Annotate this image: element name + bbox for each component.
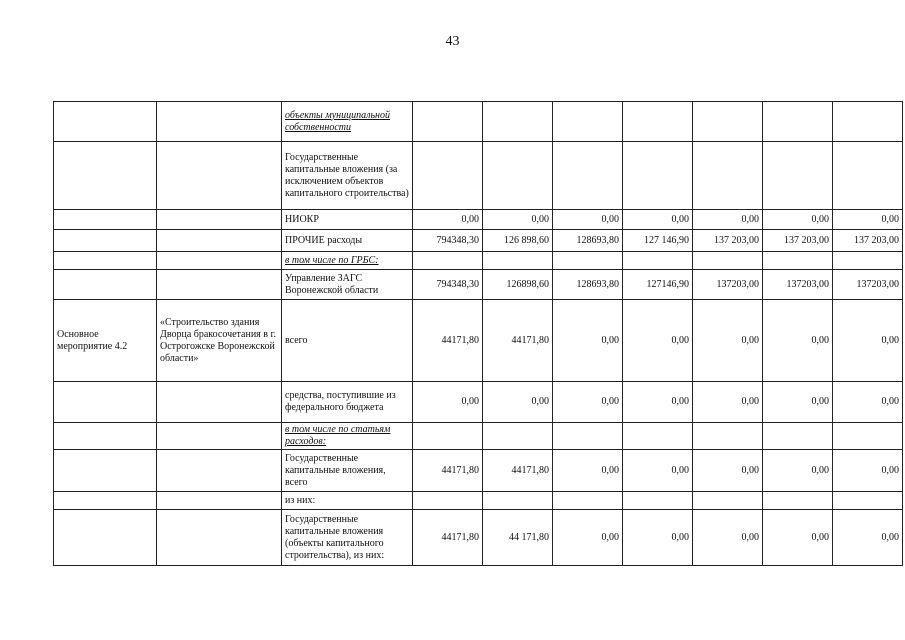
- value-cell: 0,00: [763, 510, 833, 566]
- description-cell: [157, 423, 282, 450]
- value-cell: 0,00: [693, 510, 763, 566]
- description-cell: [157, 142, 282, 210]
- value-cell: [693, 142, 763, 210]
- value-cell: 0,00: [623, 510, 693, 566]
- value-cell: 0,00: [553, 210, 623, 230]
- funding-source-cell: в том числе по ГРБС:: [282, 252, 413, 270]
- value-cell: [833, 252, 903, 270]
- value-cell: 126898,60: [483, 270, 553, 300]
- value-cell: [693, 102, 763, 142]
- value-cell: 137203,00: [833, 270, 903, 300]
- value-cell: 0,00: [693, 450, 763, 492]
- value-cell: 794348,30: [413, 230, 483, 252]
- value-cell: 0,00: [623, 210, 693, 230]
- funding-source-cell: Государственные капитальные вложения (объекты капитального строительства), из них:: [282, 510, 413, 566]
- value-cell: 44171,80: [413, 450, 483, 492]
- event-cell: [54, 142, 157, 210]
- value-cell: 44171,80: [483, 300, 553, 382]
- value-cell: [623, 252, 693, 270]
- funding-source-cell: объекты муниципальной собственности: [282, 102, 413, 142]
- budget-table: [53, 101, 903, 566]
- event-cell: [54, 423, 157, 450]
- value-cell: 0,00: [693, 210, 763, 230]
- description-cell: [157, 510, 282, 566]
- table-row: [54, 102, 903, 142]
- value-cell: 0,00: [833, 382, 903, 423]
- value-cell: [833, 142, 903, 210]
- value-cell: 0,00: [833, 510, 903, 566]
- value-cell: 0,00: [693, 300, 763, 382]
- value-cell: 0,00: [833, 210, 903, 230]
- value-cell: [763, 102, 833, 142]
- event-cell: [54, 270, 157, 300]
- value-cell: 44171,80: [413, 510, 483, 566]
- value-cell: 0,00: [763, 382, 833, 423]
- value-cell: [553, 142, 623, 210]
- value-cell: 128693,80: [553, 270, 623, 300]
- event-cell: [54, 510, 157, 566]
- table-row: [54, 230, 903, 252]
- value-cell: [553, 423, 623, 450]
- description-cell: [157, 450, 282, 492]
- value-cell: 44 171,80: [483, 510, 553, 566]
- value-cell: 137203,00: [763, 270, 833, 300]
- value-cell: 0,00: [553, 382, 623, 423]
- value-cell: [483, 102, 553, 142]
- value-cell: [763, 252, 833, 270]
- table-row: [54, 382, 903, 423]
- value-cell: [623, 423, 693, 450]
- value-cell: 0,00: [763, 450, 833, 492]
- funding-source-cell: ПРОЧИЕ расходы: [282, 230, 413, 252]
- table-row: [54, 510, 903, 566]
- table-row: [54, 450, 903, 492]
- value-cell: 137 203,00: [763, 230, 833, 252]
- value-cell: 0,00: [623, 382, 693, 423]
- description-cell: [157, 382, 282, 423]
- table-row: [54, 142, 903, 210]
- value-cell: [833, 102, 903, 142]
- value-cell: 128693,80: [553, 230, 623, 252]
- value-cell: [693, 423, 763, 450]
- description-cell: [157, 492, 282, 510]
- value-cell: 0,00: [413, 210, 483, 230]
- funding-source-cell: из них:: [282, 492, 413, 510]
- value-cell: 0,00: [763, 300, 833, 382]
- value-cell: [623, 102, 693, 142]
- value-cell: 0,00: [553, 300, 623, 382]
- table-row: [54, 300, 903, 382]
- value-cell: [833, 423, 903, 450]
- funding-source-cell: всего: [282, 300, 413, 382]
- value-cell: 44171,80: [413, 300, 483, 382]
- event-cell: [54, 230, 157, 252]
- event-cell: [54, 210, 157, 230]
- value-cell: 0,00: [763, 210, 833, 230]
- value-cell: 137 203,00: [833, 230, 903, 252]
- funding-source-cell: Государственные капитальные вложения (за исключением объектов капитального строительства): [282, 142, 413, 210]
- value-cell: [623, 492, 693, 510]
- event-cell: [54, 382, 157, 423]
- value-cell: 794348,30: [413, 270, 483, 300]
- event-cell: Основное мероприятие 4.2: [54, 300, 157, 382]
- value-cell: [413, 142, 483, 210]
- value-cell: 0,00: [693, 382, 763, 423]
- value-cell: 0,00: [623, 300, 693, 382]
- value-cell: 127146,90: [623, 270, 693, 300]
- value-cell: [483, 492, 553, 510]
- page-number: 43: [445, 34, 460, 49]
- table-row: [54, 270, 903, 300]
- table-row: [54, 210, 903, 230]
- event-cell: [54, 492, 157, 510]
- value-cell: [763, 142, 833, 210]
- value-cell: 0,00: [833, 300, 903, 382]
- table-row: [54, 423, 903, 450]
- funding-source-cell: НИОКР: [282, 210, 413, 230]
- table-row: [54, 252, 903, 270]
- value-cell: [483, 252, 553, 270]
- value-cell: 0,00: [483, 210, 553, 230]
- value-cell: [693, 492, 763, 510]
- value-cell: [763, 423, 833, 450]
- funding-source-cell: средства, поступившие из федерального бюджета: [282, 382, 413, 423]
- event-cell: [54, 252, 157, 270]
- value-cell: 126 898,60: [483, 230, 553, 252]
- event-cell: [54, 102, 157, 142]
- value-cell: 137203,00: [693, 270, 763, 300]
- event-cell: [54, 450, 157, 492]
- value-cell: [553, 492, 623, 510]
- value-cell: [413, 492, 483, 510]
- value-cell: [693, 252, 763, 270]
- description-cell: «Строительство здания Дворца бракосочетания в г. Острогожске Воронежской области»: [157, 300, 282, 382]
- funding-source-cell: Государственные капитальные вложения, всего: [282, 450, 413, 492]
- funding-source-cell: Управление ЗАГС Воронежской области: [282, 270, 413, 300]
- description-cell: [157, 252, 282, 270]
- value-cell: [483, 423, 553, 450]
- value-cell: 137 203,00: [693, 230, 763, 252]
- description-cell: [157, 230, 282, 252]
- table-row: [54, 492, 903, 510]
- funding-source-cell: в том числе по статьям расходов:: [282, 423, 413, 450]
- value-cell: [483, 142, 553, 210]
- value-cell: [413, 423, 483, 450]
- value-cell: 0,00: [413, 382, 483, 423]
- value-cell: [623, 142, 693, 210]
- description-cell: [157, 270, 282, 300]
- value-cell: 0,00: [553, 510, 623, 566]
- value-cell: [553, 102, 623, 142]
- value-cell: [553, 252, 623, 270]
- value-cell: [833, 492, 903, 510]
- description-cell: [157, 102, 282, 142]
- value-cell: 0,00: [833, 450, 903, 492]
- value-cell: [413, 252, 483, 270]
- value-cell: 0,00: [623, 450, 693, 492]
- value-cell: [413, 102, 483, 142]
- value-cell: 127 146,90: [623, 230, 693, 252]
- value-cell: 0,00: [483, 382, 553, 423]
- description-cell: [157, 210, 282, 230]
- value-cell: 44171,80: [483, 450, 553, 492]
- budget-table-body: [54, 102, 903, 566]
- value-cell: [763, 492, 833, 510]
- value-cell: 0,00: [553, 450, 623, 492]
